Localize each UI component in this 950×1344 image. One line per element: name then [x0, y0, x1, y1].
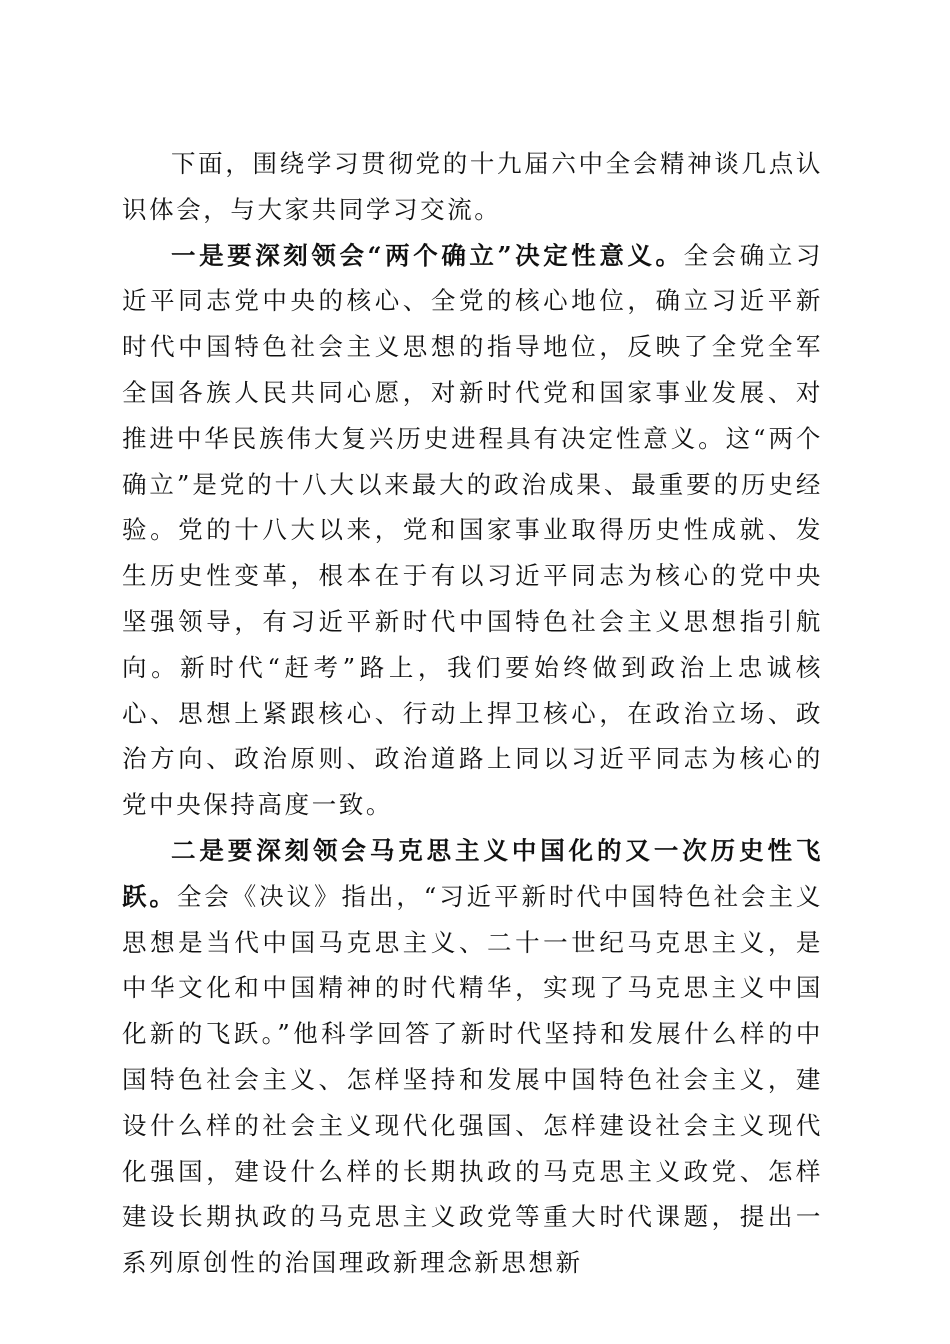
paragraph-intro	[122, 141, 823, 233]
paragraph-lead: 一是要深刻领会“两个确立”决定性意义。	[171, 240, 684, 270]
paragraph-text: 全会《决议》指出，“习近平新时代中国特色社会主义思想是当代中国马克思主义、二十一世纪马克思主义，是中华文化和中国精神的时代精华，实现了马克思主义中国化新的飞跃。”他科学回答了新时代坚持和发展什么样的中国特色社会主义、怎样坚持和发展中国特色社会主义，建设什么样的社会主义现代化强国、怎样建设社会主义现代化强国，建设什么样的长期执政的马克思主义政党、怎样建设长期执政的马克思主义政党等重大时代课题，提出一系列原创性的治国理政新理念新思想新	[122, 881, 823, 1278]
paragraph-lead: 二是要深刻领会马克思主义中国化的又一次历史性飞跃。	[122, 835, 823, 911]
paragraph-text: 下面，围绕学习贯彻党的十九届六中全会精神谈几点认识体会，与大家共同学习交流。	[122, 149, 823, 224]
paragraph-point-two	[122, 828, 823, 1286]
document-body	[122, 141, 823, 1286]
paragraph-point-one	[122, 233, 823, 828]
paragraph-text: 全会确立习近平同志党中央的核心、全党的核心地位，确立习近平新时代中国特色社会主义思想的指导地位，反映了全党全军全国各族人民共同心愿，对新时代党和国家事业发展、对推进中华民族伟大复兴历史进程具有决定性意义。这“两个确立”是党的十八大以来最大的政治成果、最重要的历史经验。党的十八大以来，党和国家事业取得历史性成就、发生历史性变革，根本在于有以习近平同志为核心的党中央坚强领导，有习近平新时代中国特色社会主义思想指引航向。新时代“赶考”路上，我们要始终做到政治上忠诚核心、思想上紧跟核心、行动上捍卫核心，在政治立场、政治方向、政治原则、政治道路上同以习近平同志为核心的党中央保持高度一致。	[122, 240, 823, 820]
